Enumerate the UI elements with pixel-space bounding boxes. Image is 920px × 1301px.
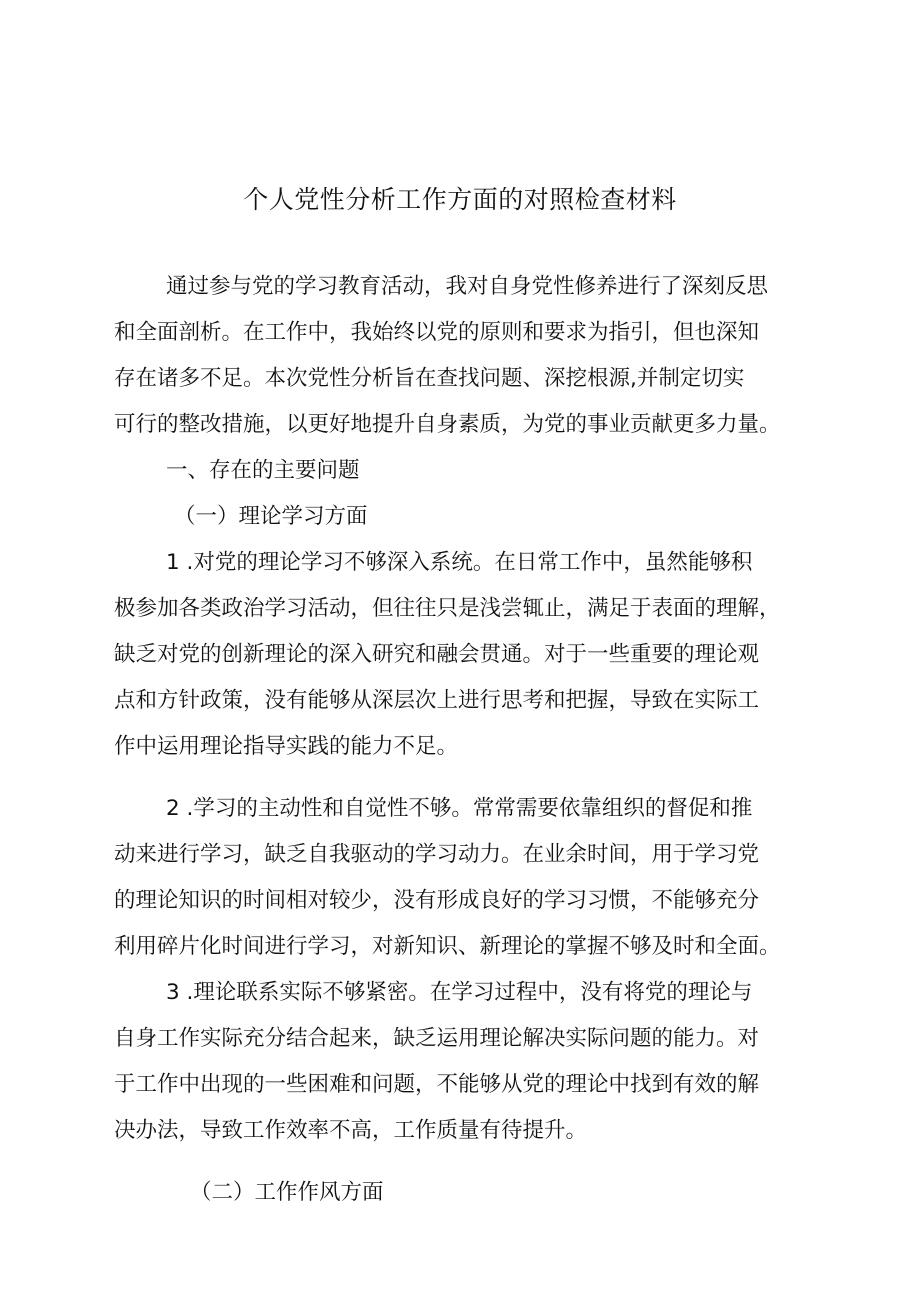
text-line: 决办法，导致工作效率不高，工作质量有待提升。: [114, 1118, 588, 1143]
text-line: 点和方针政策，没有能够从深层次上进行思考和把握，导致在实际工: [114, 688, 760, 713]
text-line: 3 .理论联系实际不够紧密。在学习过程中，没有将党的理论与: [166, 980, 753, 1005]
spacer: [114, 770, 814, 786]
text-line: 极参加各类政治学习活动，但往往只是浅尝辄止，满足于表面的理解，: [114, 596, 781, 621]
section-heading: 一、存在的主要问题: [166, 458, 360, 483]
subsection-heading: （二）工作作风方面: [190, 1180, 384, 1205]
list-item: [114, 970, 814, 1154]
text-line: 和全面剖析。在工作中，我始终以党的原则和要求为指引，但也深知: [114, 320, 760, 345]
text-line: 的理论知识的时间相对较少，没有形成良好的学习习惯，不能够充分: [114, 888, 760, 913]
text-line: 作中运用理论指导实践的能力不足。: [114, 734, 459, 759]
intro-paragraph: [114, 264, 814, 448]
text-line: 自身工作实际充分结合起来，缺乏运用理论解决实际问题的能力。对: [114, 1026, 760, 1051]
text-line: 可行的整改措施，以更好地提升自身素质，为党的事业贡献更多力量。: [114, 412, 781, 437]
text-line: 动来进行学习，缺乏自我驱动的学习动力。在业余时间，用于学习党: [114, 842, 760, 867]
text-line: 于工作中出现的一些困难和问题，不能够从党的理论中找到有效的解: [114, 1072, 760, 1097]
document-body: [114, 264, 814, 1216]
document-title: 个人党性分析工作方面的对照检查材料: [243, 185, 677, 214]
text-line: 利用碎片化时间进行学习，对新知识、新理论的掌握不够及时和全面。: [114, 934, 781, 959]
text-line: 存在诸多不足。本次党性分析旨在查找问题、深挖根源,并制定切实: [114, 366, 745, 391]
text-line: 1 .对党的理论学习不够深入系统。在日常工作中，虽然能够积: [166, 550, 753, 575]
text-line: 2 .学习的主动性和自觉性不够。常常需要依靠组织的督促和推: [166, 796, 753, 821]
list-item: [114, 540, 814, 770]
subsection-heading: （一）理论学习方面: [174, 504, 368, 529]
list-item: [114, 786, 814, 970]
spacer: [114, 1154, 814, 1170]
text-line: 缺乏对党的创新理论的深入研究和融会贯通。对于一些重要的理论观: [114, 642, 760, 667]
text-line: 通过参与党的学习教育活动，我对自身党性修养进行了深刻反思: [166, 274, 769, 299]
